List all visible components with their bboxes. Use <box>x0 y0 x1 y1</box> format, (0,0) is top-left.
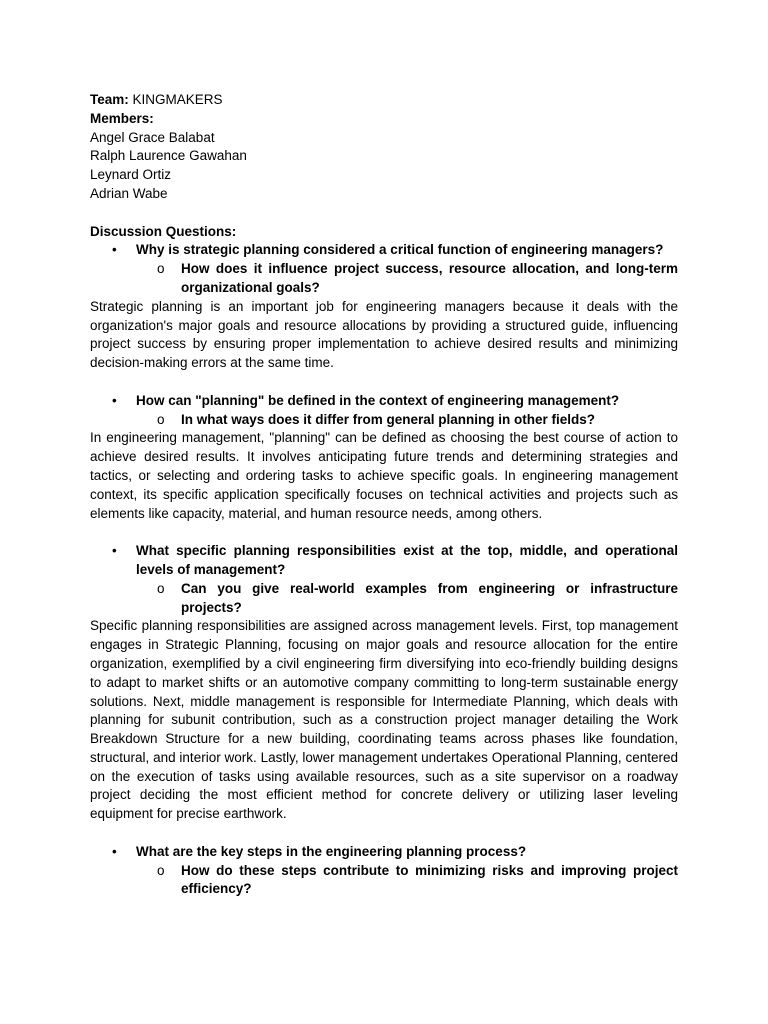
bullet-icon: • <box>112 543 117 559</box>
members-label: Members: <box>90 110 154 126</box>
sub-question-4 <box>90 862 678 900</box>
member-name: Leynard Ortiz <box>90 167 172 183</box>
sub-question-text: In what ways does it differ from general planning in other fields? <box>181 411 596 427</box>
sub-question-text: Can you give real-world examples from engineering or infrastructure projects? <box>181 580 678 615</box>
discussion-heading: Discussion Questions: <box>90 223 237 239</box>
member-name: Angel Grace Balabat <box>90 129 215 145</box>
question-3 <box>90 542 678 580</box>
question-text: How can "planning" be defined in the context of engineering management? <box>136 392 620 408</box>
spacer <box>90 523 678 542</box>
bullet-icon: • <box>112 392 117 408</box>
question-text: What are the key steps in the engineering planning process? <box>136 843 527 859</box>
question-1 <box>90 241 678 260</box>
circle-bullet-icon: o <box>157 411 165 427</box>
sub-question-2 <box>90 411 678 430</box>
answer-1: Strategic planning is an important job for engineering managers because it deals with the organization's major goals and resource allocations by providing a structured guide, influencing project success by ensuring proper implementation to achieve desired results and minimizing decision-making errors at the same time. <box>90 298 678 371</box>
sub-question-text: How does it influence project success, resource allocation, and long-term organizational goals? <box>181 261 678 295</box>
bullet-icon: • <box>112 242 117 258</box>
sub-question-text: How do these steps contribute to minimizing risks and improving project efficiency? <box>181 862 678 897</box>
question-2 <box>90 392 678 411</box>
bullet-icon: • <box>112 843 117 859</box>
question-text: What specific planning responsibilities exist at the top, middle, and operational levels of management? <box>136 543 678 577</box>
question-text: Why is strategic planning considered a critical function of engineering managers? <box>136 242 664 258</box>
circle-bullet-icon: o <box>157 862 165 878</box>
team-name: KINGMAKERS <box>132 92 223 107</box>
member-name: Adrian Wabe <box>90 185 168 201</box>
answer-3: Specific planning responsibilities are assigned across management levels. First, top management engages in Strategic Planning, focusing on major goals and resource allocation for the entire organization, exemplified by a civil engineering firm diversifying into eco-friendly building designs to adapt to market shifts or an automotive company committing to long-term sustainable energy solutions. Next, middle management is responsible for Intermediate Planning, which deals with planning for subunit contribution, such as a construction project manager detailing the Work Breakdown Structure for a new building, coordinating teams across phases like foundation, structural, and interior work. Lastly, lower management undertakes Operational Planning, centered on the execution of tasks using available resources, such as a site supervisor on a roadway project deciding the most efficient method for concrete delivery or utilizing laser leveling equipment for precise earthwork. <box>90 618 678 822</box>
team-line <box>90 91 678 110</box>
spacer <box>90 824 678 843</box>
spacer <box>90 373 678 392</box>
answer-2: In engineering management, "planning" can be defined as choosing the best course of action to achieve desired results. It involves anticipating future trends and determining strategies and tactics, or selecting and ordering tasks to achieve specific goals. In engineering management context, its specific application specifically focuses on technical activities and projects such as elements like capacity, material, and human resource needs, among others. <box>90 430 678 521</box>
sub-question-3 <box>90 580 678 618</box>
circle-bullet-icon: o <box>157 261 165 277</box>
spacer <box>90 204 678 223</box>
team-label: Team: <box>90 92 129 107</box>
circle-bullet-icon: o <box>157 580 165 596</box>
member-name: Ralph Laurence Gawahan <box>90 148 247 164</box>
document-page <box>90 91 678 899</box>
sub-question-1 <box>90 260 678 298</box>
question-4 <box>90 843 678 862</box>
